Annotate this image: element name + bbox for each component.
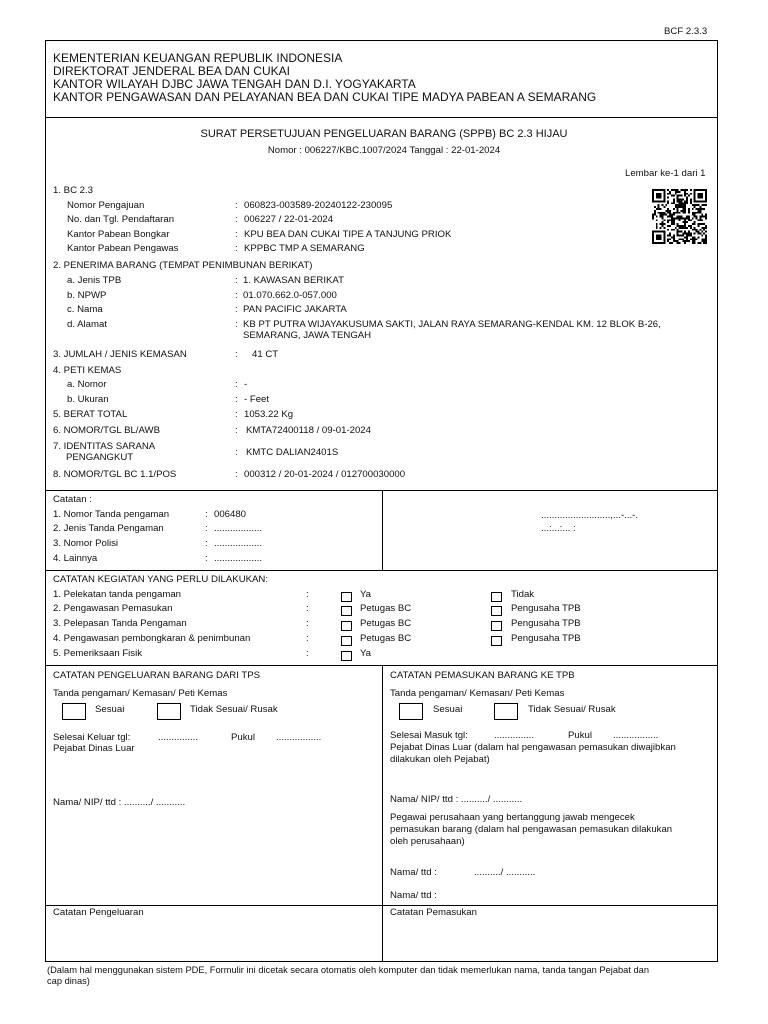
footer-note: (Dalam hal menggunakan sistem PDE, Formulir ini dicetak secara otomatis oleh komputer dan tidak memerlukan nama, tanda tangan Pejabat dan xyxy=(47,965,650,975)
form-code: BCF 2.3.3 xyxy=(664,26,708,37)
field-value: KMTA72400118 / 09-01-2024 xyxy=(246,425,371,436)
divider xyxy=(45,570,718,571)
option-label: Ya xyxy=(360,589,372,600)
field-colon: : xyxy=(306,618,309,629)
note-value: 006480 xyxy=(214,509,247,520)
field-value: KMTC DALIAN2401S xyxy=(246,447,339,458)
checkbox-pemasukan-petugas-bc[interactable] xyxy=(341,606,352,616)
officer-signature: Nama/ NIP/ ttd : ........../ ........... xyxy=(53,797,186,808)
activity-label: 4. Pengawasan pembongkaran & penimbunan xyxy=(53,633,251,644)
header-directorate: DIREKTORAT JENDERAL BEA DAN CUKAI xyxy=(53,64,290,78)
exit-date-value: ............... xyxy=(158,732,198,743)
field-colon: : xyxy=(235,200,238,211)
field-colon: : xyxy=(306,603,309,614)
entry-date-label: Selesai Masuk tgl: xyxy=(390,730,468,741)
checkbox-exit-sesuai[interactable] xyxy=(62,703,86,720)
checkbox-pemasukan-pengusaha-tpb[interactable] xyxy=(491,606,502,616)
field-label: d. Alamat xyxy=(67,319,107,330)
note-label: 1. Nomor Tanda pengaman xyxy=(53,509,170,520)
field-colon: : xyxy=(306,633,309,644)
company-staff-label: oleh perusahaan) xyxy=(390,836,465,847)
officer-label-continued: dilakukan oleh Pejabat) xyxy=(390,754,490,765)
field-value: - Feet xyxy=(244,394,270,405)
field-colon: : xyxy=(205,553,208,564)
option-label: Sesuai xyxy=(433,704,463,715)
option-label: Tidak Sesuai/ Rusak xyxy=(190,704,278,715)
note-label: 4. Lainnya xyxy=(53,553,98,564)
checkbox-pembongkaran-pengusaha-tpb[interactable] xyxy=(491,636,502,646)
option-label: Pengusaha TPB xyxy=(511,618,581,629)
checkbox-pelepasan-petugas-bc[interactable] xyxy=(341,621,352,631)
activity-label: 3. Pelepasan Tanda Pengaman xyxy=(53,618,187,629)
field-label: Nomor Pengajuan xyxy=(67,200,145,211)
field-colon: : xyxy=(235,409,238,420)
field-colon: : xyxy=(306,648,309,659)
seal-label: Tanda pengaman/ Kemasan/ Peti Kemas xyxy=(390,688,565,699)
footer-note-continued: cap dinas) xyxy=(47,976,90,986)
staff-signature-label: Nama/ ttd : xyxy=(390,890,437,901)
option-label: Pengusaha TPB xyxy=(511,603,581,614)
seal-label: Tanda pengaman/ Kemasan/ Peti Kemas xyxy=(53,688,228,699)
company-staff-label: pemasukan barang (dalam hal pengawasan pemasukan dilakukan xyxy=(390,824,673,835)
field-value-continued: SEMARANG, JAWA TENGAH xyxy=(243,330,372,341)
exit-time-value: ................. xyxy=(276,732,322,743)
place-date-placeholder: ..........................,...-...-. xyxy=(541,510,639,521)
field-colon: : xyxy=(205,538,208,549)
activity-label: 2. Pengawasan Pemasukan xyxy=(53,603,173,614)
checkbox-pembongkaran-petugas-bc[interactable] xyxy=(341,636,352,646)
field-value: 1053.22 Kg xyxy=(244,409,294,420)
field-label: a. Nomor xyxy=(67,379,107,390)
option-label: Petugas BC xyxy=(360,603,412,614)
entry-time-value: ................. xyxy=(613,730,659,741)
field-value: - xyxy=(244,379,248,390)
field-colon: : xyxy=(235,304,238,315)
company-staff-label: Pegawai perusahaan yang bertanggung jawab mengecek xyxy=(390,812,635,823)
note-label: 2. Jenis Tanda Pengaman xyxy=(53,523,164,534)
officer-signature: Nama/ NIP/ ttd : ........../ ........... xyxy=(390,794,523,805)
entry-time-label: Pukul xyxy=(568,730,592,741)
qr-code-icon xyxy=(652,189,707,244)
field-colon: : xyxy=(235,275,238,286)
officer-label: Pejabat Dinas Luar (dalam hal pengawasan pemasukan diwajibkan xyxy=(390,742,676,753)
exit-section-title: CATATAN PENGELUARAN BARANG DARI TPS xyxy=(53,670,261,681)
field-value: KPU BEA DAN CUKAI TIPE A TANJUNG PRIOK xyxy=(244,229,452,240)
checkbox-exit-tidak-sesuai[interactable] xyxy=(157,703,181,720)
field-label: b. Ukuran xyxy=(67,394,109,405)
header-ministry: KEMENTERIAN KEUANGAN REPUBLIK INDONESIA xyxy=(53,51,343,65)
exit-time-label: Pukul xyxy=(231,732,255,743)
field-value: KB PT PUTRA WIJAYAKUSUMA SAKTI, JALAN RAYA SEMARANG-KENDAL KM. 12 BLOK B-26, xyxy=(243,319,661,330)
field-colon: : xyxy=(235,319,238,330)
field-colon: : xyxy=(235,394,238,405)
note-label: 3. Nomor Polisi xyxy=(53,538,119,549)
divider xyxy=(382,665,383,962)
field-colon: : xyxy=(235,243,238,254)
field-value: 1. KAWASAN BERIKAT xyxy=(243,275,344,286)
header-office: KANTOR PENGAWASAN DAN PELAYANAN BEA DAN CUKAI TIPE MADYA PABEAN A SEMARANG xyxy=(53,90,597,104)
activities-title: CATATAN KEGIATAN YANG PERLU DILAKUKAN: xyxy=(53,574,269,585)
field-colon: : xyxy=(235,349,238,360)
field-value: 060823-003589-20240122-230095 xyxy=(244,200,393,211)
option-label: Pengusaha TPB xyxy=(511,633,581,644)
entry-notes-label: Catatan Pemasukan xyxy=(390,907,477,918)
checkbox-pelekatan-tidak[interactable] xyxy=(491,592,502,602)
field-label: c. Nama xyxy=(67,304,103,315)
field-colon: : xyxy=(205,509,208,520)
activity-label: 1. Pelekatan tanda pengaman xyxy=(53,589,182,600)
field-label: Kantor Pabean Pengawas xyxy=(67,243,179,254)
time-placeholder: ...:...:... : xyxy=(541,523,576,534)
sheet-info: Lembar ke-1 dari 1 xyxy=(625,168,706,179)
field-colon: : xyxy=(235,214,238,225)
field-label: 5. BERAT TOTAL xyxy=(53,409,128,420)
officer-label: Pejabat Dinas Luar xyxy=(53,743,135,754)
field-colon: : xyxy=(235,379,238,390)
entry-section-title: CATATAN PEMASUKAN BARANG KE TPB xyxy=(390,670,575,681)
document-title: SURAT PERSETUJUAN PENGELUARAN BARANG (SPPB) BC 2.3 HIJAU xyxy=(200,128,568,140)
field-label: 7. IDENTITAS SARANA xyxy=(53,441,156,452)
option-label: Sesuai xyxy=(95,704,125,715)
field-value: PAN PACIFIC JAKARTA xyxy=(243,304,347,315)
field-label: 3. JUMLAH / JENIS KEMASAN xyxy=(53,349,187,360)
checkbox-entry-sesuai[interactable] xyxy=(399,703,423,720)
field-colon: : xyxy=(235,290,238,301)
exit-date-label: Selesai Keluar tgl: xyxy=(53,732,131,743)
document-number: Nomor : 006227/KBC.1007/2024 Tanggal : 22-01-2024 xyxy=(267,145,501,156)
notes-title: Catatan : xyxy=(53,494,92,505)
activity-label: 5. Pemeriksaan Fisik xyxy=(53,648,143,659)
staff-signature-label: Nama/ ttd : xyxy=(390,867,437,878)
field-colon: : xyxy=(205,523,208,534)
field-label-continued: PENGANGKUT xyxy=(66,452,134,463)
note-value: .................. xyxy=(214,538,262,549)
divider xyxy=(45,117,718,118)
field-label: No. dan Tgl. Pendaftaran xyxy=(67,214,175,225)
field-value: 01.070.662.0-057.000 xyxy=(243,290,337,301)
exit-notes-label: Catatan Pengeluaran xyxy=(53,907,144,918)
checkbox-entry-tidak-sesuai[interactable] xyxy=(494,703,518,720)
field-value: 41 CT xyxy=(252,349,279,360)
note-value: .................. xyxy=(214,553,262,564)
section-container-title: 4. PETI KEMAS xyxy=(53,365,122,376)
entry-date-value: ............... xyxy=(494,730,534,741)
staff-signature-value: ........../ ........... xyxy=(474,867,536,878)
field-label: a. Jenis TPB xyxy=(67,275,122,286)
option-label: Tidak xyxy=(511,589,535,600)
divider xyxy=(382,490,383,570)
field-colon: : xyxy=(235,229,238,240)
option-label: Petugas BC xyxy=(360,633,412,644)
section-bc23-title: 1. BC 2.3 xyxy=(53,185,93,196)
option-label: Tidak Sesuai/ Rusak xyxy=(528,704,616,715)
option-label: Petugas BC xyxy=(360,618,412,629)
checkbox-pemeriksaan-ya[interactable] xyxy=(341,651,352,661)
field-label: Kantor Pabean Bongkar xyxy=(67,229,170,240)
header-regional-office: KANTOR WILAYAH DJBC JAWA TENGAH DAN D.I. YOGYAKARTA xyxy=(53,77,416,91)
checkbox-pelepasan-pengusaha-tpb[interactable] xyxy=(491,621,502,631)
field-value: KPPBC TMP A SEMARANG xyxy=(244,243,365,254)
field-colon: : xyxy=(235,425,238,436)
field-colon: : xyxy=(235,469,238,480)
field-value: 000312 / 20-01-2024 / 012700030000 xyxy=(244,469,406,480)
field-label: 6. NOMOR/TGL BL/AWB xyxy=(53,425,160,436)
field-label: b. NPWP xyxy=(67,290,107,301)
field-label: 8. NOMOR/TGL BC 1.1/POS xyxy=(53,469,177,480)
section-receiver-title: 2. PENERIMA BARANG (TEMPAT PENIMBUNAN BERIKAT) xyxy=(53,260,313,271)
note-value: .................. xyxy=(214,523,262,534)
field-colon: : xyxy=(235,447,238,458)
option-label: Ya xyxy=(360,648,372,659)
field-colon: : xyxy=(306,589,309,600)
checkbox-pelekatan-ya[interactable] xyxy=(341,592,352,602)
field-value: 006227 / 22-01-2024 xyxy=(244,214,334,225)
